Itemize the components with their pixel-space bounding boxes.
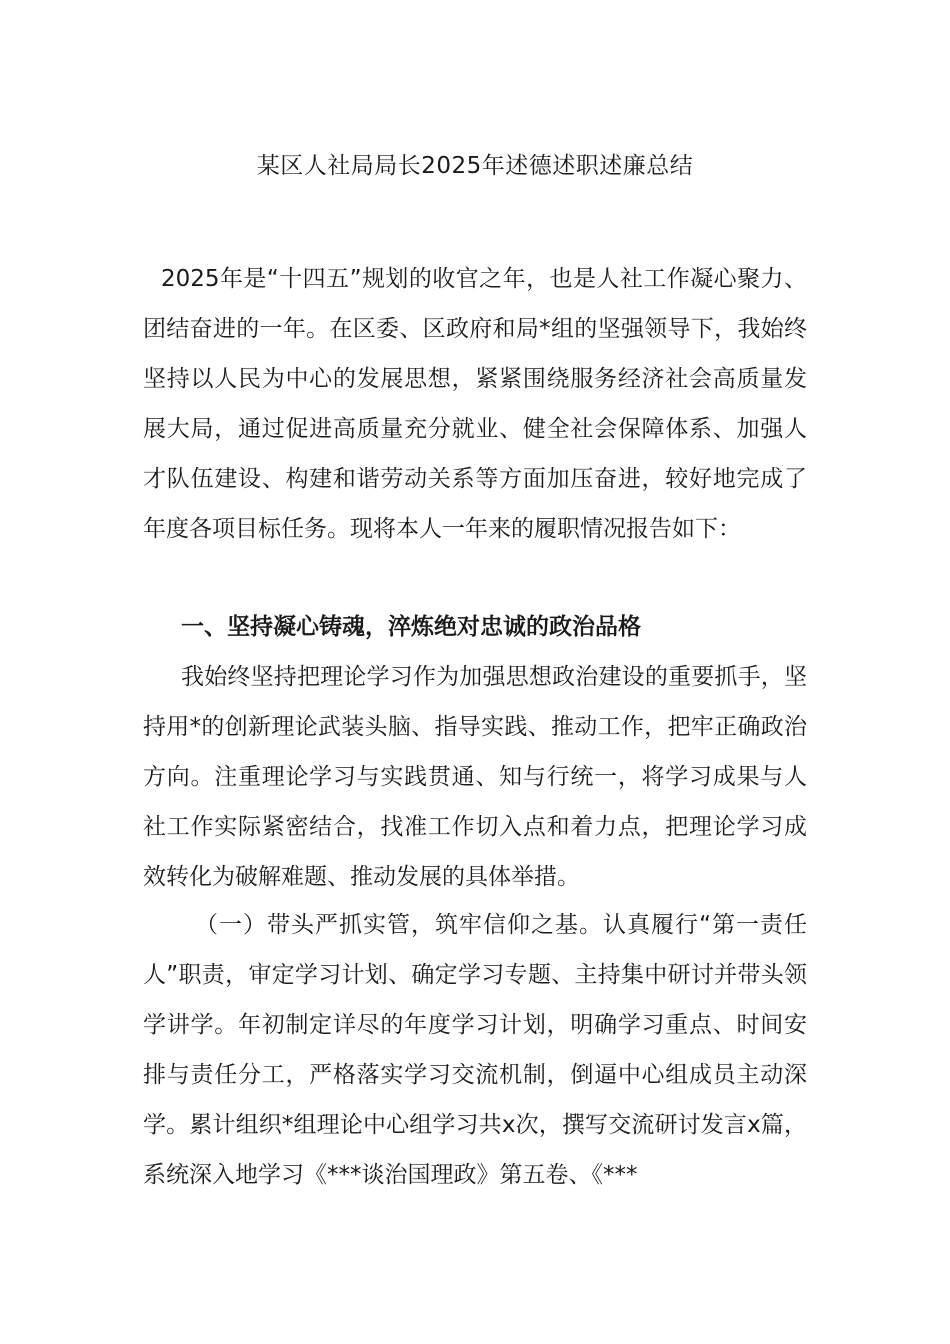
section-heading: 一、坚持凝心铸魂，淬炼绝对忠诚的政治品格 — [181, 614, 641, 640]
subsection-paragraph: （一）带头严抓实管，筑牢信仰之基。认真履行“第一责任人”职责，审定学习计划、确定学习专题、主持集中研讨并带头领学讲学。年初制定详尽的年度学习计划，明确学习重点、时间安排与责任分工，严格落实学习交流机制，倒逼中心组成员主动深学。累计组织*组理论中心组学习共x次，撰写交流研讨发言x篇，系统深入地学习《***谈治国理政》第五卷、《*** — [143, 912, 807, 1188]
intro-paragraph: 2025年是“十四五”规划的收官之年，也是人社工作凝心聚力、团结奋进的一年。在区委、区政府和局*组的坚强领导下，我始终坚持以人民为中心的发展思想，紧紧围绕服务经济社会高质量发展大局，通过促进高质量充分就业、健全社会保障体系、加强人才队伍建设、构建和谐劳动关系等方面加压奋进，较好地完成了年度各项目标任务。现将本人一年来的履职情况报告如下： — [143, 266, 807, 542]
document-title: 某区人社局局长2025年述德述职述廉总结 — [256, 153, 694, 179]
section-paragraph: 我始终坚持把理论学习作为加强思想政治建设的重要抓手，坚持用*的创新理论武装头脑、指导实践、推动工作，把牢正确政治方向。注重理论学习与实践贯通、知与行统一，将学习成果与人社工作实际紧密结合，找准工作切入点和着力点，把理论学习成效转化为破解难题、推动发展的具体举措。 — [143, 664, 807, 890]
